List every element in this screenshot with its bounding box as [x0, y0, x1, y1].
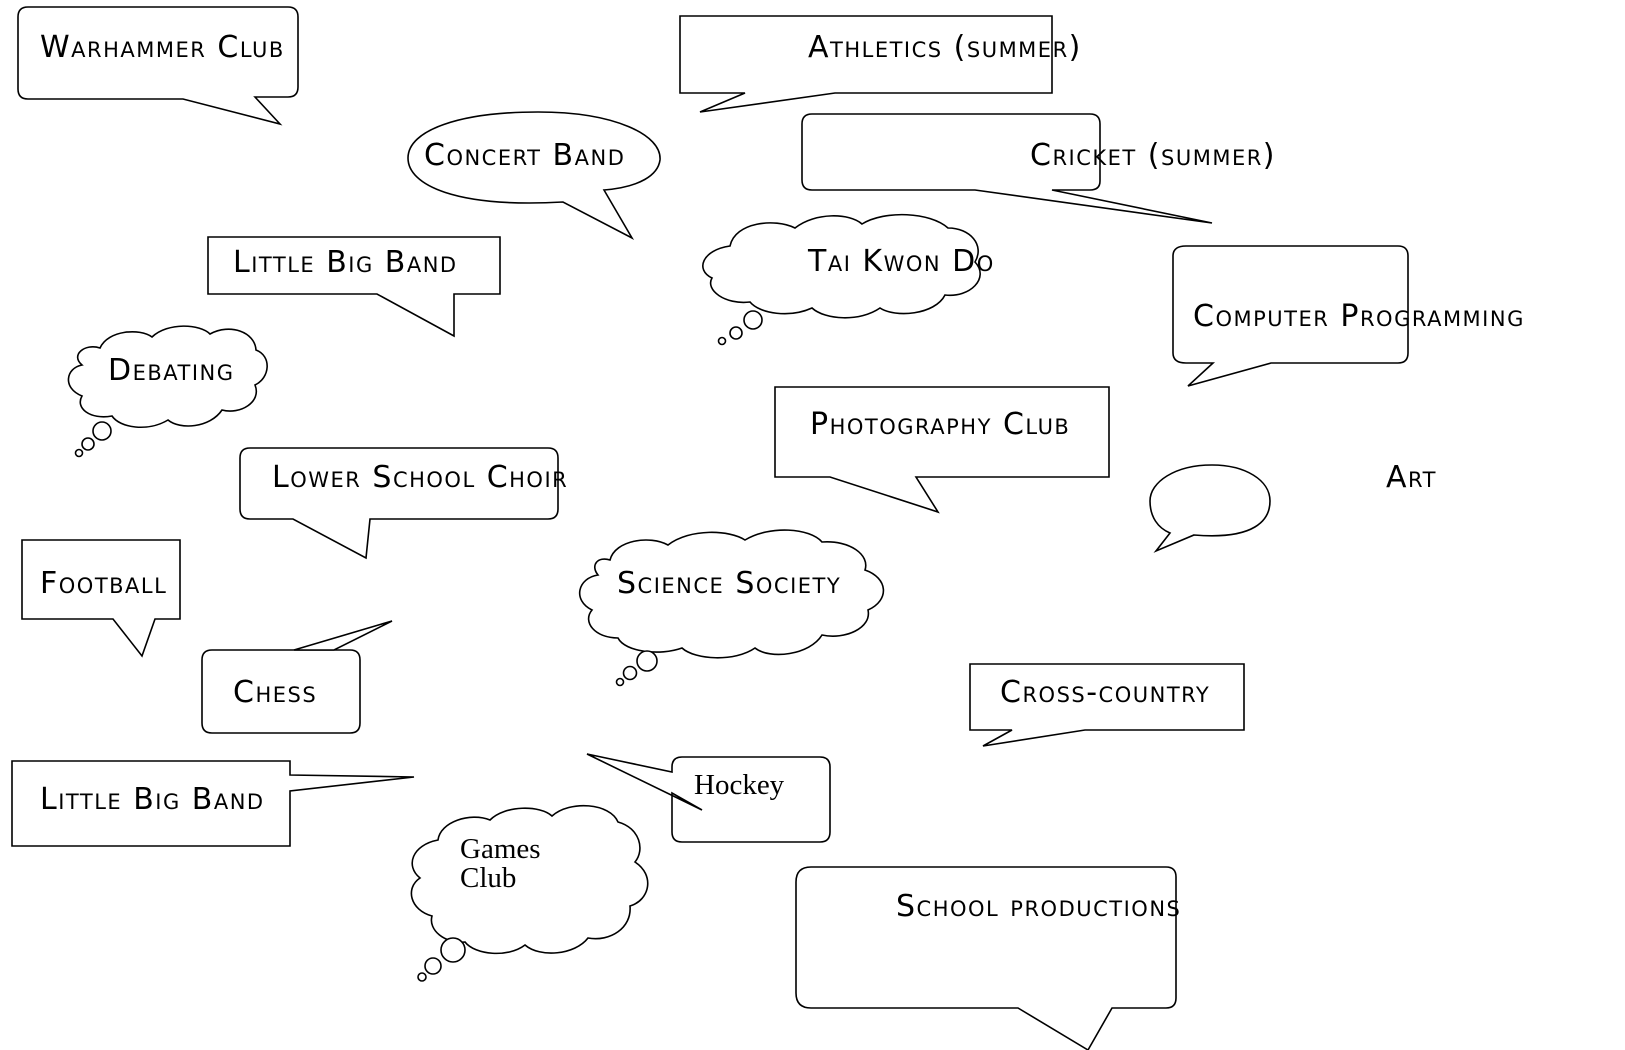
warhammer-club-label: Warhammer Club [40, 30, 285, 65]
cricket-label: Cricket (summer) [1030, 138, 1277, 173]
games-club-label-line-1: Games [460, 833, 541, 865]
hockey-label: Hockey [694, 769, 785, 801]
games-club-bubble [411, 806, 647, 981]
debating-label: Debating [108, 353, 235, 388]
cross-country-label: Cross-country [1000, 675, 1211, 710]
concert-band-bubble [408, 112, 660, 238]
computer-programming-label: Computer Programming [1193, 299, 1525, 334]
science-society-label: Science Society [617, 566, 842, 601]
photography-club-label: Photography Club [810, 407, 1071, 442]
tai-kwon-do-bubble [703, 215, 980, 345]
little-big-band-1-label: Little Big Band [233, 245, 458, 280]
school-productions-label: School productions [896, 889, 1182, 924]
warhammer-bubble [18, 7, 298, 124]
photography-club-bubble [775, 387, 1109, 512]
science-society-bubble [580, 530, 884, 685]
athletics-label: Athletics (summer) [808, 30, 1082, 65]
debating-bubble [68, 326, 267, 456]
little-big-band-2-label: Little Big Band [40, 782, 265, 817]
concert-band-label: Concert Band [424, 138, 626, 173]
lower-school-choir-label: Lower School Choir [272, 460, 569, 495]
tai-kwon-do-label: Tai Kwon Do [808, 244, 995, 279]
football-label: Football [40, 566, 168, 601]
art-label: Art [1386, 460, 1437, 495]
chess-label: Chess [233, 675, 318, 710]
art-bubble [1150, 465, 1270, 551]
games-club-label-line-2: Club [460, 862, 517, 894]
